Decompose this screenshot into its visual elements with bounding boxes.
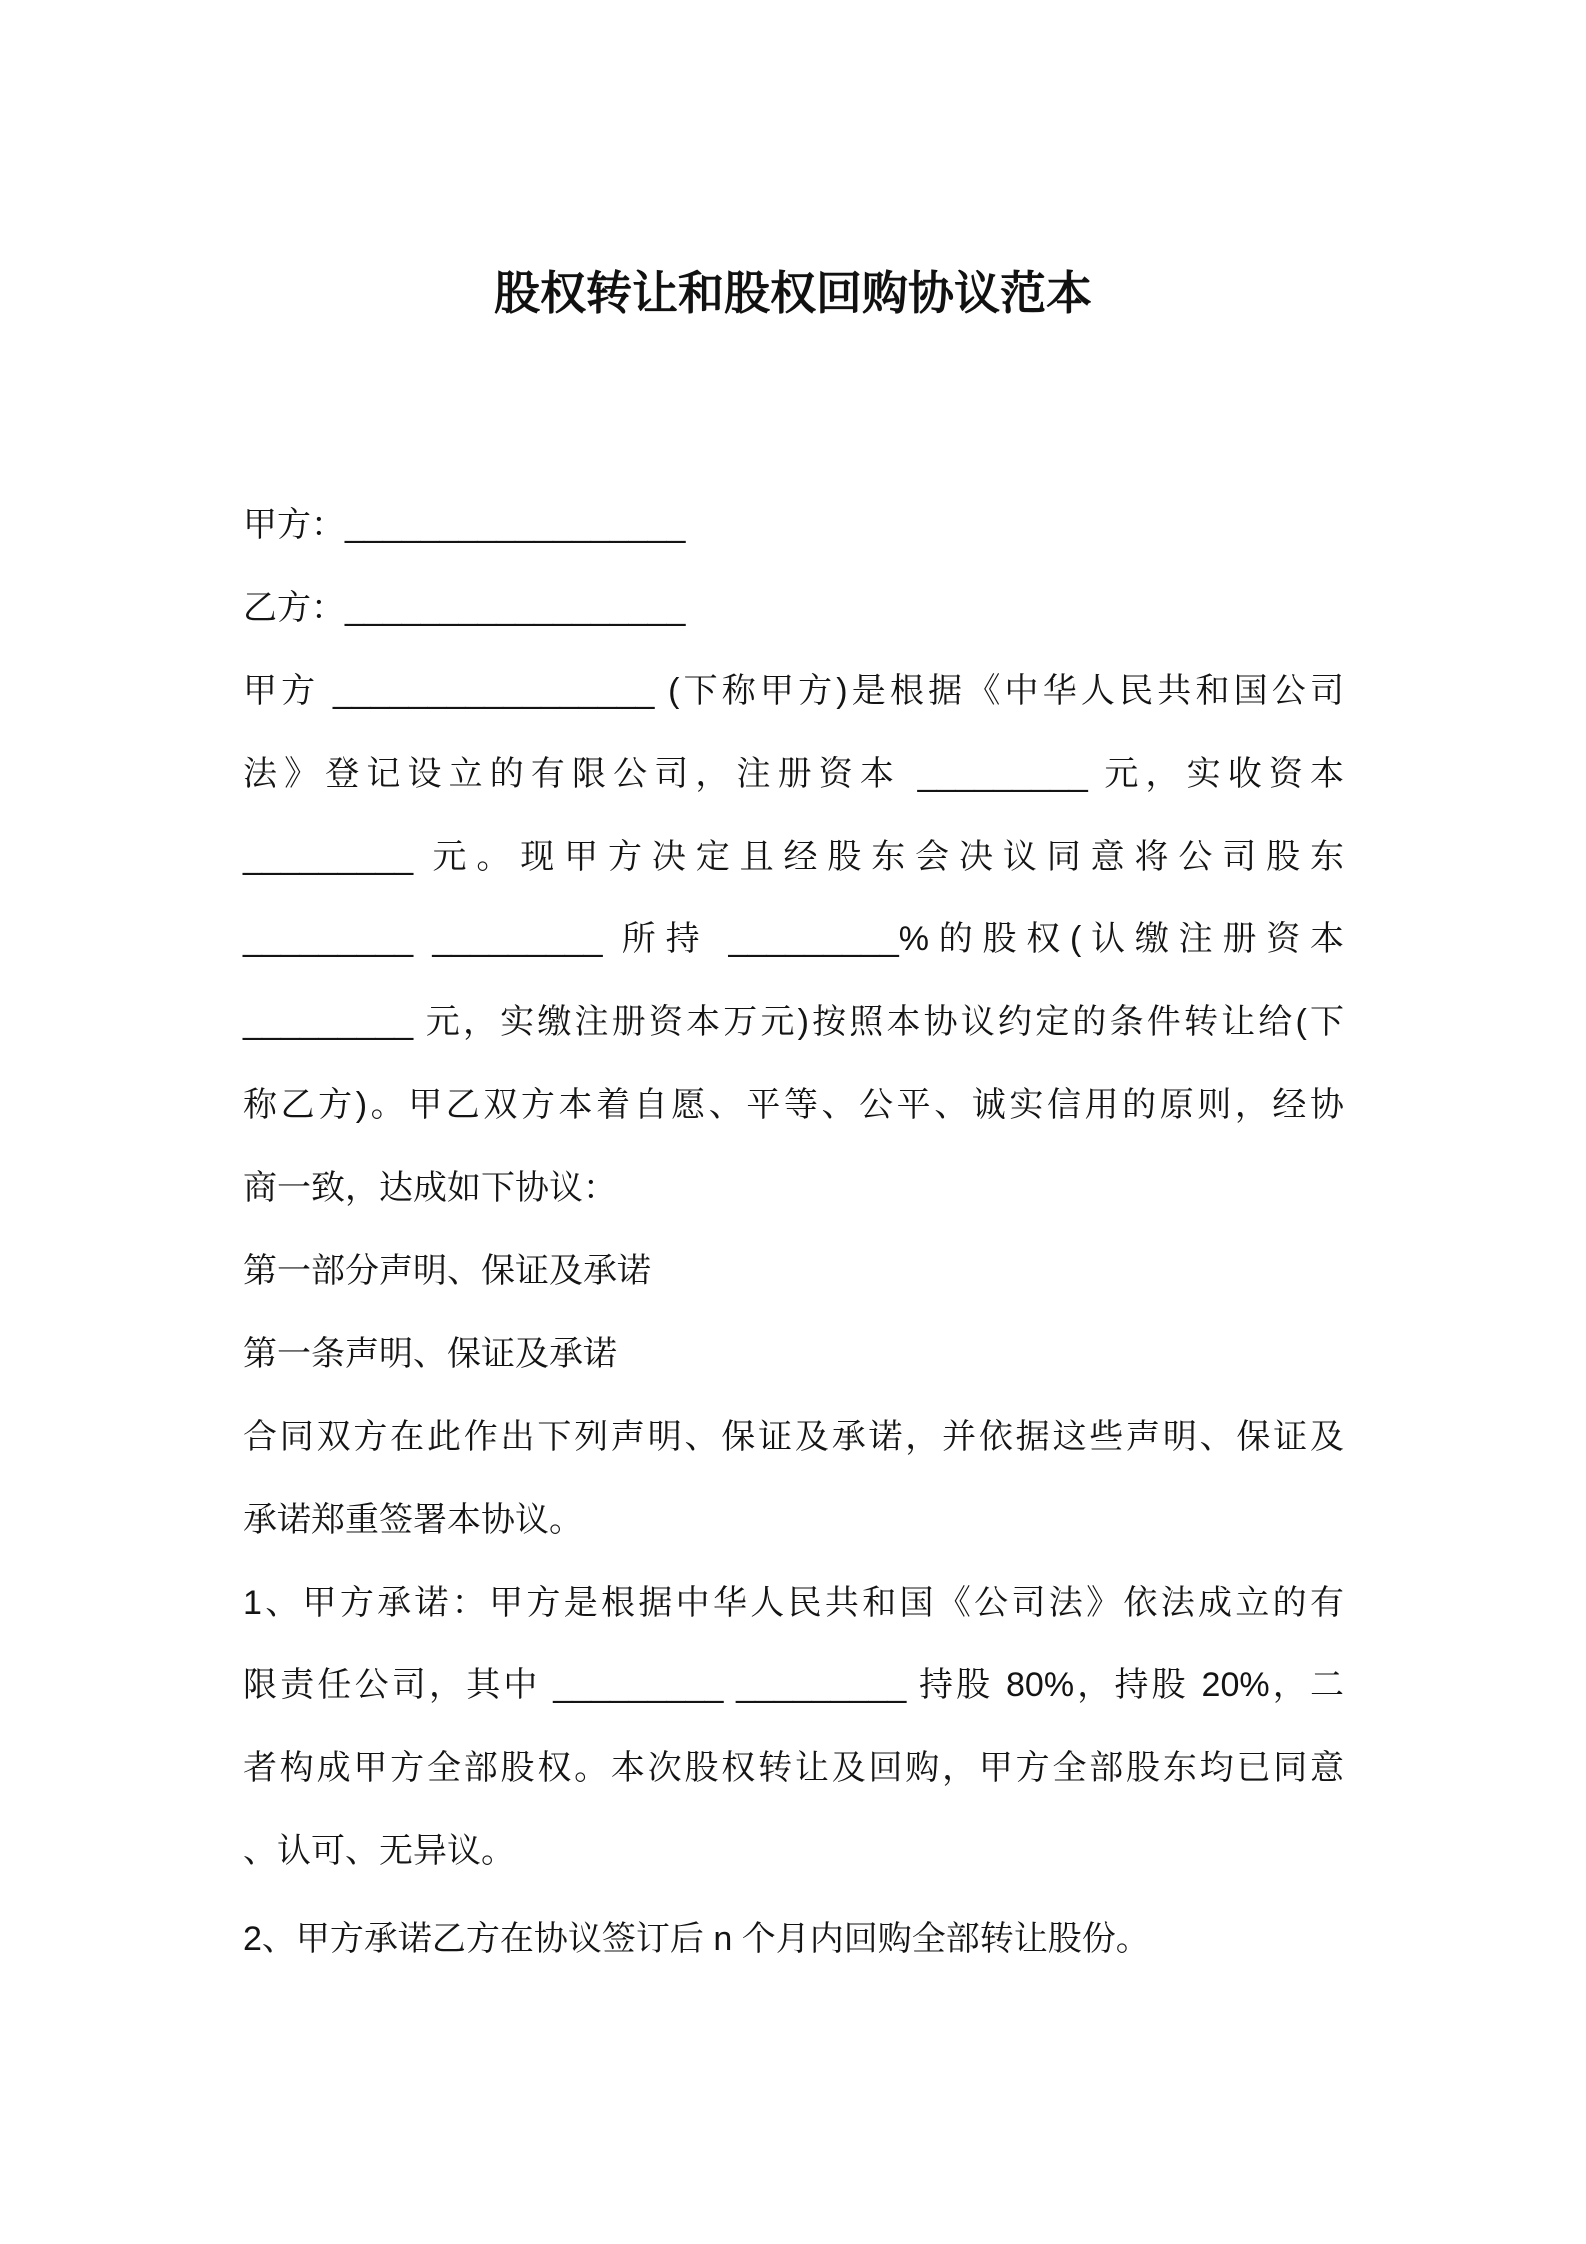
intro-line: 法》登记设立的有限公司，注册资本 _________ 元，实收资本: [243, 754, 1344, 793]
article-intro-line: 承诺郑重签署本协议。: [243, 1500, 583, 1539]
part-heading: 第一部分声明、保证及承诺: [243, 1252, 651, 1291]
intro-line: _________ 元，实缴注册资本万元)按照本协议约定的条件转让给(下: [243, 1003, 1344, 1042]
intro-paragraph: [243, 650, 1344, 1230]
document-title: 股权转让和股权回购协议范本: [494, 267, 1092, 319]
party-b-line: 乙方：__________________: [243, 588, 686, 627]
intro-line: 甲方 _________________ (下称甲方)是根据《中华人民共和国公司: [243, 671, 1344, 710]
intro-line: _________ 元。现甲方决定且经股东会决议同意将公司股东: [243, 837, 1344, 876]
article-heading: 第一条声明、保证及承诺: [243, 1334, 617, 1373]
clause-2-line: 2、甲方承诺乙方在协议签订后 n 个月内回购全部转让股份。: [243, 1920, 1150, 1959]
clause-1-line: 限责任公司，其中 _________ _________ 持股 80%，持股 20%，二: [243, 1666, 1344, 1705]
intro-line: 商一致，达成如下协议：: [243, 1169, 617, 1208]
clause-1-line: 者构成甲方全部股权。本次股权转让及回购，甲方全部股东均已同意: [243, 1749, 1344, 1788]
intro-line: _________ _________ 所持 _________%的股权(认缴注册资本: [243, 920, 1344, 959]
clause-1-line: 、认可、无异议。: [243, 1832, 515, 1871]
clause-1-paragraph: [243, 1562, 1344, 1894]
document-body: [243, 484, 1344, 1981]
party-a-line: 甲方：__________________: [243, 506, 686, 544]
intro-line: 称乙方)。甲乙双方本着自愿、平等、公平、诚实信用的原则，经协: [243, 1086, 1344, 1125]
clause-2-paragraph: [243, 1898, 1344, 1981]
article-intro-paragraph: [243, 1396, 1344, 1562]
article-intro-line: 合同双方在此作出下列声明、保证及承诺，并依据这些声明、保证及: [243, 1417, 1344, 1456]
clause-1-line: 1、甲方承诺：甲方是根据中华人民共和国《公司法》依法成立的有: [243, 1583, 1344, 1622]
